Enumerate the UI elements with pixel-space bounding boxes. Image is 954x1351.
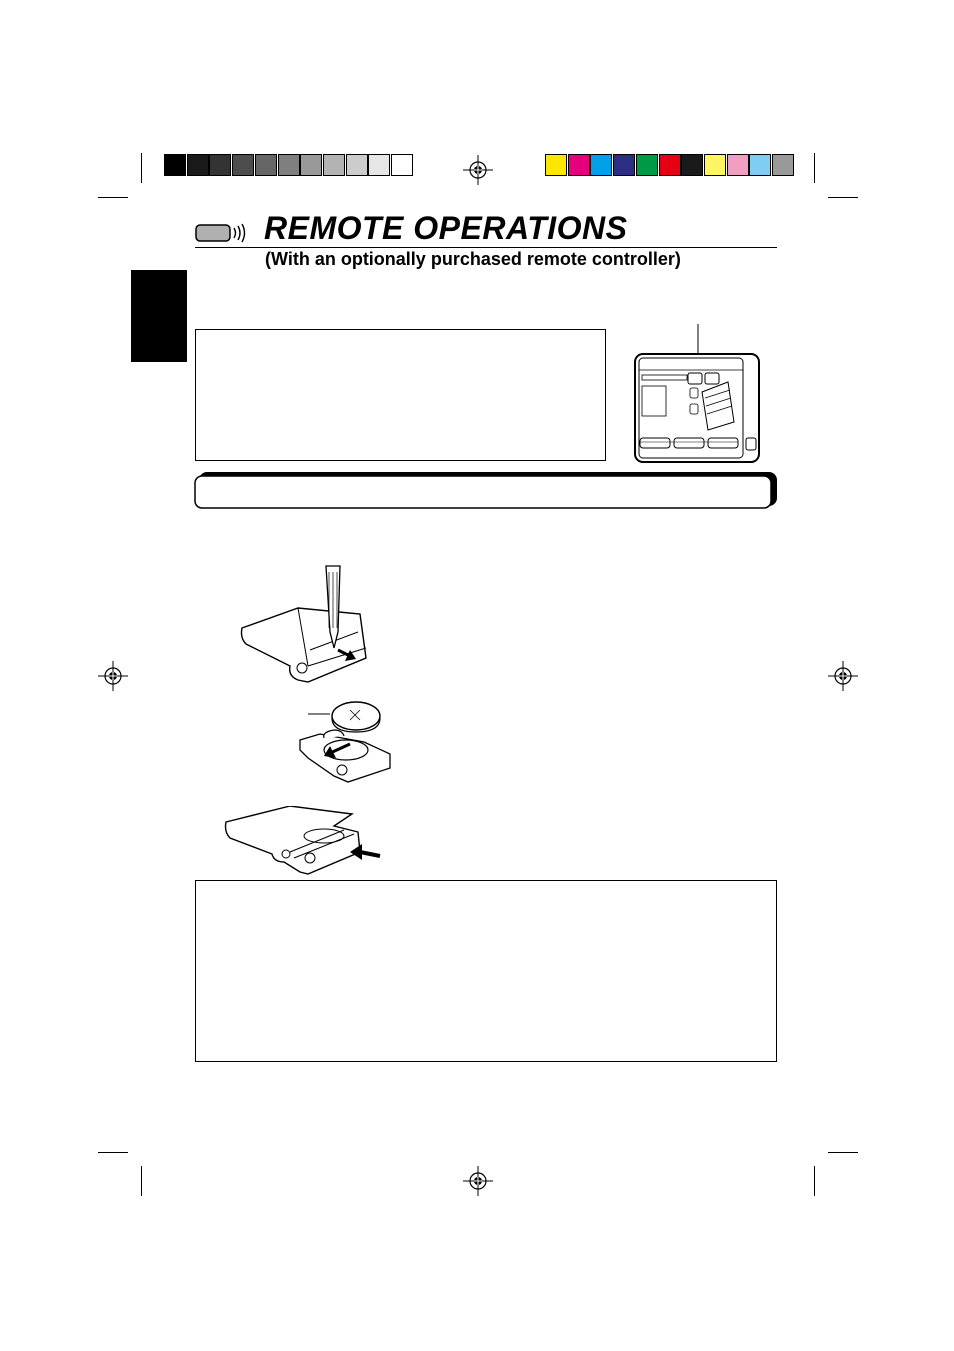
registration-swatch [323,154,345,176]
registration-crosshair-icon [463,1166,493,1196]
battery-holder-insert-illustration [224,806,384,878]
registration-swatch [278,154,300,176]
registration-swatch [659,154,681,176]
remote-signal-icon [195,222,247,244]
registration-swatch [300,154,322,176]
section-header-bar [193,470,781,512]
crop-mark [141,153,142,183]
registration-swatch [346,154,368,176]
registration-crosshair-icon [98,661,128,691]
registration-swatch [704,154,726,176]
battery-holder-removal-illustration [238,562,388,684]
crop-mark [814,1166,815,1196]
registration-swatch [232,154,254,176]
registration-swatch [613,154,635,176]
registration-swatch [255,154,277,176]
battery-insertion-illustration [294,698,394,788]
registration-swatch [391,154,413,176]
registration-swatch [187,154,209,176]
crop-mark [141,1166,142,1196]
registration-swatch [209,154,231,176]
registration-crosshair-icon [463,155,493,185]
registration-swatch [681,154,703,176]
language-side-tab [131,270,187,362]
title-rule [195,247,777,248]
registration-swatch [749,154,771,176]
registration-swatch [636,154,658,176]
page-subtitle: (With an optionally purchased remote controller) [265,249,681,269]
registration-swatch [590,154,612,176]
info-box-bottom [195,880,777,1062]
registration-swatch [568,154,590,176]
page-title: REMOTE OPERATIONS [264,210,628,246]
crop-mark [828,1152,858,1153]
crop-mark [98,1152,128,1153]
registration-swatch [164,154,186,176]
registration-swatch [545,154,567,176]
registration-swatch [772,154,794,176]
registration-swatch [368,154,390,176]
crop-mark [828,197,858,198]
crop-mark [814,153,815,183]
head-unit-illustration [630,320,765,468]
info-box-top [195,329,606,461]
registration-crosshair-icon [828,661,858,691]
crop-mark [98,197,128,198]
registration-swatch [727,154,749,176]
